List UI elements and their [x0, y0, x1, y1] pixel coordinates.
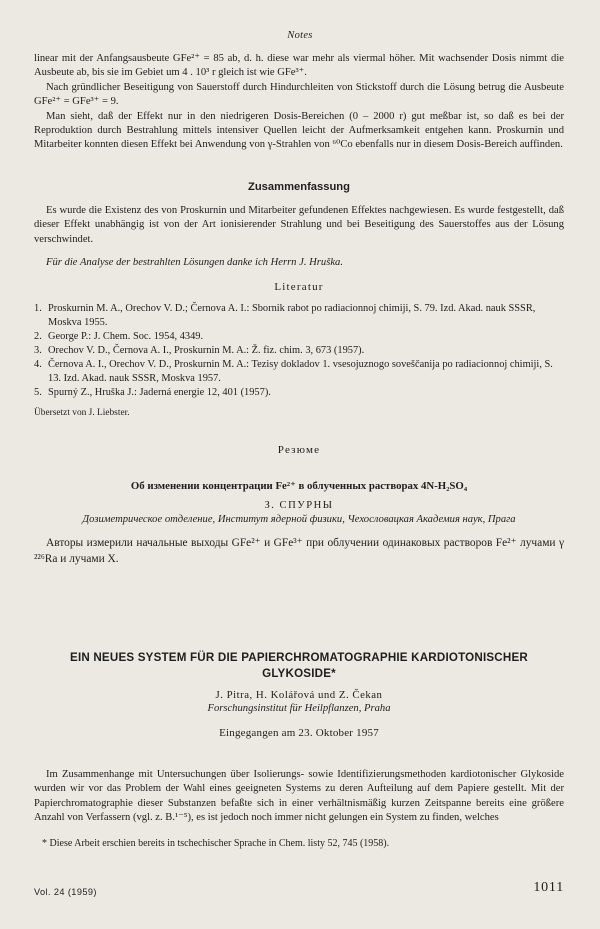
- reference-number: 2.: [34, 331, 42, 342]
- acknowledgement: Für die Analyse der bestrahlten Lösungen danke ich Herrn J. Hruška.: [46, 257, 343, 269]
- reference-item: [34, 344, 564, 358]
- translator-note: Übersetzt von J. Liebster.: [34, 408, 130, 418]
- reference-text: Proskurnin M. A., Orechov V. D.; Černova A. I.: Sbornik rabot po radiacionnoj chimiji, S. 79. Izd. Akad. nauk SSSR, Moskva 1955.: [48, 303, 536, 328]
- article-body: [34, 768, 564, 826]
- russian-institute: Дозиметрическое отделение, Институт ядерной физики, Чехословацкая Академия наук, Прага: [82, 514, 516, 525]
- paragraph-1: linear mit der Anfangsausbeute GFe²⁺ = 85 ab, d. h. diese war mehr als viermal höher. Mit wachsender Dosis nimmt die Ausbeute ab, bis sie im Gebiet um 4 . 10³ r gleich ist wie GFe³⁺.: [34, 53, 564, 79]
- reference-text: Spurný Z., Hruška J.: Jaderná energie 12, 401 (1957).: [48, 387, 271, 398]
- literature-section: [34, 281, 564, 293]
- article-text: Im Zusammenhange mit Untersuchungen über Isolierungs- sowie Identifizierungsmethoden kardiotonischer Glykoside wurden wir vor das Problem der Wahl eines geeigneten Systems zu deren Aufteilung auf dem Papiere gestellt. Mit der Papierchromatographie dieser Substanzen befaßte sich in einer verhältnismäßig kurzen Zeitspanne bereits eine größere Anzahl von Verfassern (vgl. z. B.¹⁻⁵), es ist jedoch noch immer nicht gelungen ein System zu finden, welches: [34, 769, 564, 824]
- reference-item: [34, 302, 564, 330]
- volume-label: Vol. 24 (1959): [34, 887, 97, 897]
- running-head: Notes: [287, 30, 313, 41]
- article-authors: J. Pitra, H. Kolářová und Z. Čekan: [215, 689, 383, 701]
- article-title: EIN NEUES SYSTEM FÜR DIE PAPIERCHROMATOGRAPHIE KARDIOTONISCHER GLYKOSIDE*: [70, 651, 528, 680]
- summary-heading: Zusammenfassung: [248, 181, 350, 193]
- reference-item: [34, 358, 564, 386]
- reference-list: [34, 302, 564, 418]
- russian-summary: [34, 444, 564, 456]
- paragraph-2: Nach gründlicher Beseitigung von Sauerstoff durch Hindurchleiten von Stickstoff durch die Lösung betrug die Ausbeute GFe²⁺ = GFe³⁺ = 9.: [34, 81, 564, 108]
- article-header: [34, 650, 564, 682]
- article-institute: Forschungsinstitut für Heilpflanzen, Praha: [207, 703, 391, 714]
- reference-number: 4.: [34, 359, 42, 370]
- reference-item: [34, 330, 564, 344]
- literature-heading: Literatur: [274, 281, 324, 293]
- russian-title: Об изменении концентрации Fe²⁺ в облученных растворах 4N-H₂SO₄: [130, 480, 468, 492]
- russian-author: З. СПУРНЫ: [264, 500, 334, 511]
- footnote: * Diese Arbeit erschien bereits in tschechischer Sprache in Chem. listy 52, 745 (1958).: [42, 838, 390, 849]
- summary-section: [34, 181, 564, 193]
- russian-heading: Резюме: [277, 444, 321, 456]
- reference-item: [34, 386, 564, 400]
- reference-text: Černova A. I., Orechov V. D., Proskurnin M. A.: Tezisy dokladov 1. vsesojuznogo soveščanija po radiacionnoj chimiji, S. 13. Izd. Akad. nauk SSSR, Moskva 1957.: [48, 359, 553, 384]
- reference-number: 5.: [34, 387, 42, 398]
- paragraph-3: Man sieht, daß der Effekt nur in den niedrigeren Dosis-Bereichen (0 – 2000 r) gut meßbar ist, so daß es bei der Reproduktion durch Bestrahlung mittels intensiver Quellen leicht der Aufmerksamkeit entgehen kann. Proskurnin und Mitarbeiter konnten diesen Effekt bei Anwendung von γ-Strahlen von ⁶⁰Co ebenfalls nur in diesem Dosis-Bereich auffinden.: [34, 110, 564, 151]
- russian-text: Авторы измерили начальные выходы GFe²⁺ и GFe³⁺ при облучении одинаковых растворов Fe²⁺ лучами γ ²²⁶Ra и лучами X.: [34, 537, 564, 565]
- article-received-date: Eingegangen am 23. Oktober 1957: [219, 727, 379, 739]
- summary-text: Es wurde die Existenz des von Proskurnin und Mitarbeiter gefundenen Effektes nachgewiesen. Es wurde festgestellt, daß dieser Effekt unabhängig ist von der Art ionisierender Strahlung und bei Beseitigung des Sauerstoffes aus der Lösung verschwindet.: [34, 205, 564, 245]
- russian-body: [34, 479, 564, 567]
- reference-text: George P.: J. Chem. Soc. 1954, 4349.: [48, 331, 204, 342]
- continuation-text: [34, 52, 564, 153]
- page-number: 1011: [533, 880, 564, 895]
- reference-text: Orechov V. D., Černova A. I., Proskurnin M. A.: Ž. fiz. chim. 3, 673 (1957).: [48, 345, 365, 356]
- reference-items: [34, 302, 564, 400]
- article-meta: [34, 689, 564, 739]
- reference-number: 3.: [34, 345, 42, 356]
- summary-body: [34, 204, 564, 271]
- footnote-area: [34, 837, 564, 850]
- reference-number: 1.: [34, 303, 42, 314]
